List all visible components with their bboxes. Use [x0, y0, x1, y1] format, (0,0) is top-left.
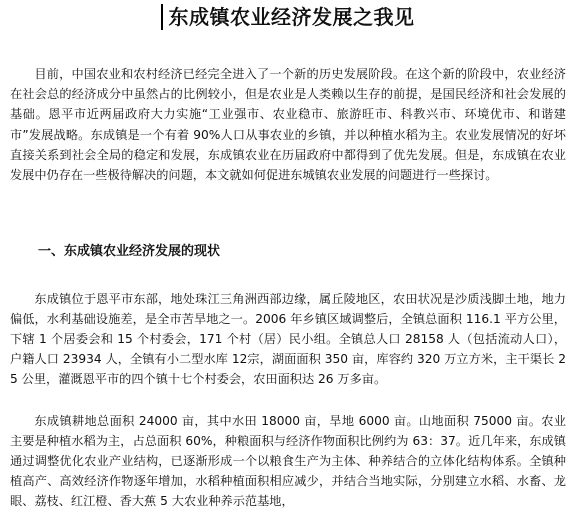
- body-paragraph-1: 东成镇位于恩平市东部，地处珠江三角洲西部边缘，属丘陵地区，农田状况是沙质浅脚土地，地力偏低，水利基础设施差，是全市苦旱地之一。2006 年乡镇区域调整后，全镇总面积 116.1 平方公里，下辖 1 个居委会和 15 个村委会，171 个村（居）民小组。全镇总人口 28158 人（包括流动人口），户籍人口 23934 人，全镇有小二型水库 12宗，湖面面积 350 亩，库容约 320 万立方米，主干渠长 25 公里，灌溉恩平市的四个镇十七个村委会，农田面积达 26 万多亩。: [10, 292, 566, 386]
- document-title: 东成镇农业经济发展之我见: [161, 4, 415, 30]
- intro-paragraph: 目前，中国农业和农村经济已经完全进入了一个新的历史发展阶段。在这个新的阶段中，农业经济在社会总的经济成分中虽然占的比例较小，但是农业是人类赖以生存的前提，是国民经济和社会发展的基础。恩平市近两届政府大力实施“工业强市、农业稳市、旅游旺市、科教兴市、环境优市、和谐建市”发展战略。东成镇是一个有着 90%人口从事农业的乡镇，并以种植水稻为主。农业发展情况的好坏直接关系到社会全局的稳定和发展，东成镇农业在历届政府中都得到了优先发展。但是，东成镇在农业发展中仍存在一些极待解决的问题，本文就如何促进东城镇农业发展的问题进行一些探讨。: [10, 67, 566, 183]
- section-heading: 一、东成镇农业经济发展的现状: [38, 244, 221, 259]
- title-area: [0, 4, 575, 34]
- body-paragraph-2: 东成镇耕地总面积 24000 亩，其中水田 18000 亩，旱地 6000 亩。山地面积 75000 亩。农业主要是种植水稻为主，占总面积 60%，种粮面积与经济作物面积比例约为 63：37。近几年来，东成镇通过调整优化农业产业结构，已逐渐形成一个以粮食生产为主体、种养结合的立体化结构体系。全镇种植高产、高效经济作物逐年增加，水稻种植面积相应减少，并结合当地实际，分别建立水稻、水畜、龙眼、荔枝、红江橙、香大蕉 5 大农业种养示范基地，: [10, 414, 566, 508]
